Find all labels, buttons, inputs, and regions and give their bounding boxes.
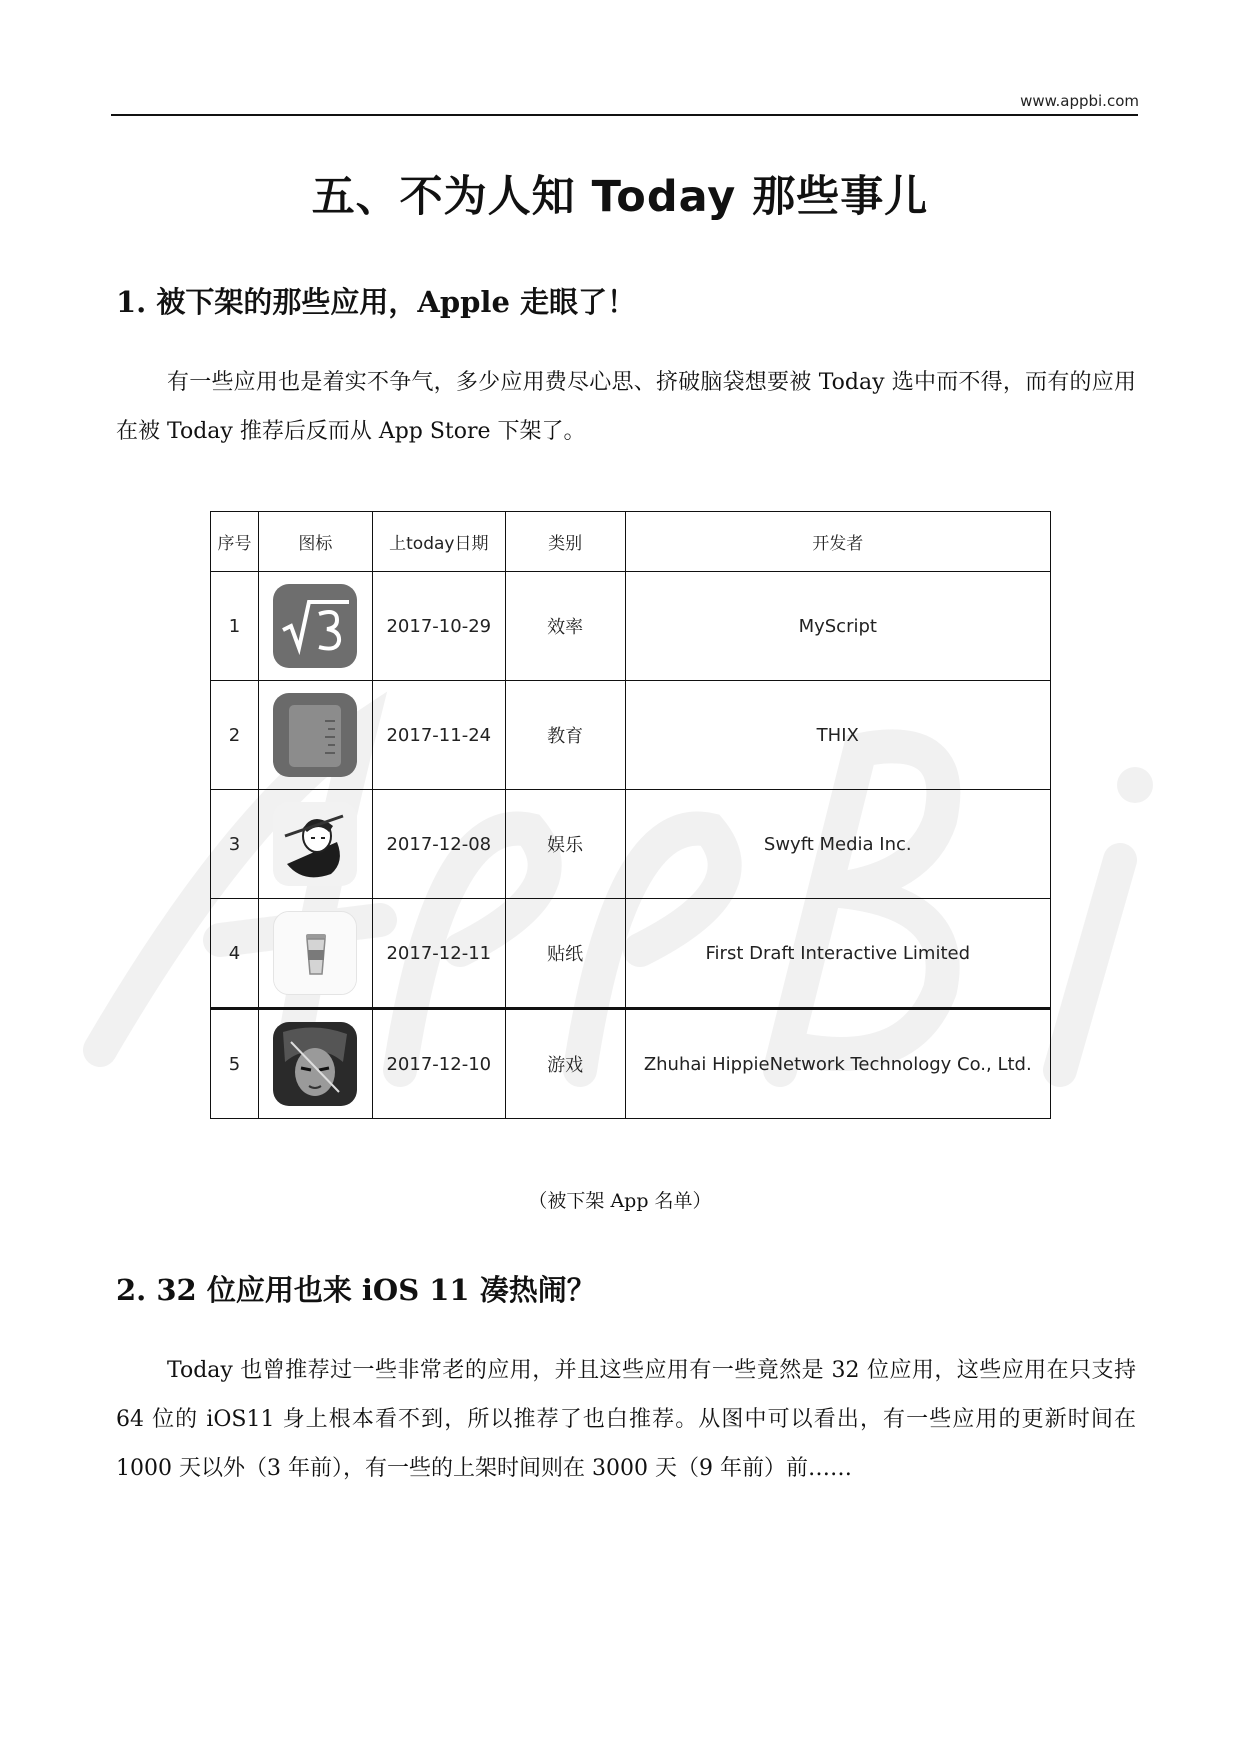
warrior-face-app-icon (273, 1022, 357, 1106)
cartoon-character-app-icon (273, 802, 357, 886)
cell-icon (258, 899, 372, 1009)
cell-developer: Swyft Media Inc. (625, 790, 1050, 899)
cell-date: 2017-12-10 (372, 1009, 505, 1119)
cell-developer: THIX (625, 681, 1050, 790)
header-developer: 开发者 (625, 512, 1050, 572)
header-index: 序号 (211, 512, 259, 572)
header-divider (111, 114, 1138, 116)
cell-icon (258, 1009, 372, 1119)
table-header-row (211, 512, 1051, 572)
beaker-app-icon (273, 693, 357, 777)
delisted-apps-table (210, 511, 1051, 1119)
cell-category: 贴纸 (505, 899, 625, 1009)
table-row (211, 790, 1051, 899)
section-2-heading: 2. 32 位应用也来 iOS 11 凑热闹？ (116, 1273, 596, 1307)
sqrt3-app-icon (273, 584, 357, 668)
table-row (211, 899, 1051, 1009)
table-row (211, 1009, 1051, 1119)
cell-index: 1 (211, 572, 259, 681)
cell-date: 2017-11-24 (372, 681, 505, 790)
cell-developer: MyScript (625, 572, 1050, 681)
header-date: 上today日期 (372, 512, 505, 572)
section-1-paragraph: 有一些应用也是着实不争气，多少应用费尽心思、挤破脑袋想要被 Today 选中而不得，而有的应用在被 Today 推荐后反而从 App Store 下架了。 (116, 370, 1136, 444)
cell-index: 4 (211, 899, 259, 1009)
table-row (211, 572, 1051, 681)
header-icon: 图标 (258, 512, 372, 572)
cell-category: 娱乐 (505, 790, 625, 899)
cell-developer: First Draft Interactive Limited (625, 899, 1050, 1009)
cell-date: 2017-12-11 (372, 899, 505, 1009)
cell-icon (258, 790, 372, 899)
cell-category: 教育 (505, 681, 625, 790)
cell-index: 3 (211, 790, 259, 899)
cell-index: 5 (211, 1009, 259, 1119)
table-caption: （被下架 App 名单） (528, 1190, 712, 1212)
header-category: 类别 (505, 512, 625, 572)
page-title: 五、不为人知 Today 那些事儿 (311, 172, 929, 222)
cell-category: 效率 (505, 572, 625, 681)
table-row (211, 681, 1051, 790)
cell-category: 游戏 (505, 1009, 625, 1119)
header-website-url: www.appbi.com (1020, 92, 1139, 110)
section-2-paragraph: Today 也曾推荐过一些非常老的应用，并且这些应用有一些竟然是 32 位应用，这些应用在只支持 64 位的 iOS11 身上根本看不到，所以推荐了也白推荐。从图中可以看出，有一些应用的更新时间在 1000 天以外（3 年前），有一些的上架时间则在 3000 天（9 年前）前…… (116, 1358, 1136, 1481)
cell-icon (258, 681, 372, 790)
cell-date: 2017-12-08 (372, 790, 505, 899)
cell-icon (258, 572, 372, 681)
cell-developer: Zhuhai HippieNetwork Technology Co., Ltd. (625, 1009, 1050, 1119)
cell-index: 2 (211, 681, 259, 790)
cell-date: 2017-10-29 (372, 572, 505, 681)
coffee-cup-app-icon (273, 911, 357, 995)
section-1-heading: 1. 被下架的那些应用，Apple 走眼了！ (116, 285, 636, 319)
